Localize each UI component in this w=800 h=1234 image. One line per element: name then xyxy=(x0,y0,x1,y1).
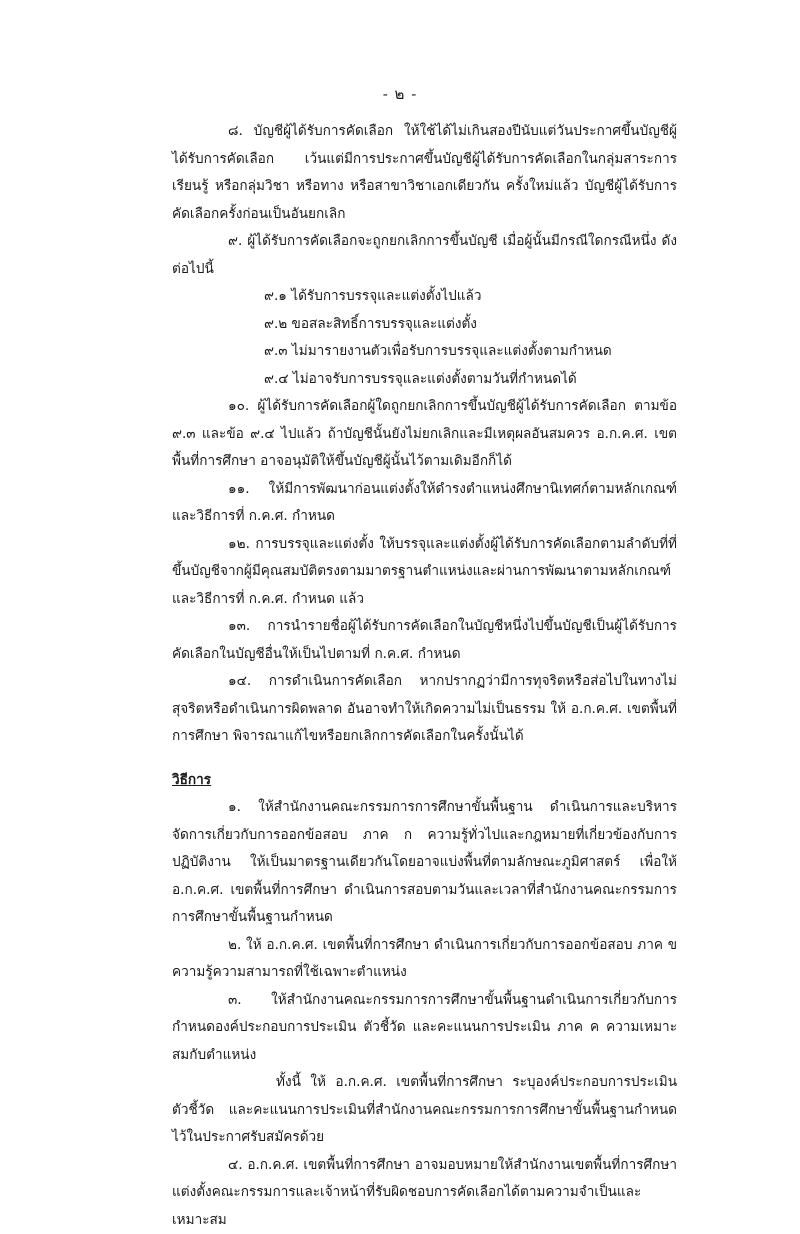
clause-9-3: ๙.๓ ไม่มารายงานตัวเพื่อรับการบรรจุและแต่งตั้งตามกำหนด xyxy=(172,338,677,366)
clause-14: ๑๔. การดำเนินการคัดเลือก หากปรากฏว่ามีการทุจริตหรือส่อไปในทางไม่สุจริตหรือดำเนินการผิดพลาด อันอาจทำให้เกิดความไม่เป็นธรรม ให้ อ.ก.ค.ศ. เขตพื้นที่การศึกษา พิจารณาแก้ไขหรือยกเลิกการคัดเลือกในครั้งนั้นได้ xyxy=(172,668,677,751)
clause-10: ๑๐. ผู้ได้รับการคัดเลือกผู้ใดถูกยกเลิกการขึ้นบัญชีผู้ได้รับการคัดเลือก ตามข้อ ๙.๓ และข้อ ๙.๔ ไปแล้ว ถ้าบัญชีนั้นยังไม่ยกเลิกและมีเหตุผลอันสมควร อ.ก.ค.ศ. เขตพื้นที่การศึกษา อาจอนุมัติให้ขึ้นบัญชีผู้นั้นไว้ตามเดิมอีกก็ได้ xyxy=(172,393,677,476)
clause-11: ๑๑. ให้มีการพัฒนาก่อนแต่งตั้งให้ดำรงตำแหน่งศึกษานิเทศก์ตามหลักเกณฑ์และวิธีการที่ ก.ค.ศ. กำหนด xyxy=(172,476,677,531)
document-body xyxy=(172,118,677,1234)
methods-heading: วิธีการ xyxy=(172,767,677,795)
method-4: ๔. อ.ก.ค.ศ. เขตพื้นที่การศึกษา อาจมอบหมายให้สำนักงานเขตพื้นที่การศึกษาแต่งตั้งคณะกรรมการและเจ้าหน้าที่รับผิดชอบการคัดเลือกได้ตามความจำเป็นและเหมาะสม xyxy=(172,1152,677,1234)
section-spacer xyxy=(172,751,677,767)
clause-9-2: ๙.๒ ขอสละสิทธิ์การบรรจุและแต่งตั้ง xyxy=(172,311,677,339)
clause-13: ๑๓. การนำรายชื่อผู้ได้รับการคัดเลือกในบัญชีหนึ่งไปขึ้นบัญชีเป็นผู้ได้รับการคัดเลือกในบัญชีอื่นให้เป็นไปตามที่ ก.ค.ศ. กำหนด xyxy=(172,613,677,668)
method-2: ๒. ให้ อ.ก.ค.ศ. เขตพื้นที่การศึกษา ดำเนินการเกี่ยวกับการออกข้อสอบ ภาค ข ความรู้ความสามารถที่ใช้เฉพาะตำแหน่ง xyxy=(172,932,677,987)
method-1: ๑. ให้สำนักงานคณะกรรมการการศึกษาขั้นพื้นฐาน ดำเนินการและบริหารจัดการเกี่ยวกับการออกข้อสอบ ภาค ก ความรู้ทั่วไปและกฎหมายที่เกี่ยวข้องกับการปฏิบัติงาน ให้เป็นมาตรฐานเดียวกันโดยอาจแบ่งพื้นที่ตามลักษณะภูมิศาสตร์ เพื่อให้ อ.ก.ค.ศ. เขตพื้นที่การศึกษา ดำเนินการสอบตามวันและเวลาที่สำนักงานคณะกรรมการการศึกษาขั้นพื้นฐานกำหนด xyxy=(172,794,677,932)
page-number: - ๒ - xyxy=(0,82,800,106)
method-3-note: ทั้งนี้ ให้ อ.ก.ค.ศ. เขตพื้นที่การศึกษา ระบุองค์ประกอบการประเมิน ตัวชี้วัด และคะแนนการประเมินที่สำนักงานคณะกรรมการการศึกษาขั้นพื้นฐานกำหนดไว้ในประกาศรับสมัครด้วย xyxy=(172,1069,677,1152)
clause-8: ๘. บัญชีผู้ได้รับการคัดเลือก ให้ใช้ได้ไม่เกินสองปีนับแต่วันประกาศขึ้นบัญชีผู้ได้รับการคัดเลือก เว้นแต่มีการประกาศขึ้นบัญชีผู้ได้รับการคัดเลือกในกลุ่มสาระการเรียนรู้ หรือกลุ่มวิชา หรือทาง หรือสาขาวิชาเอกเดียวกัน ครั้งใหม่แล้ว บัญชีผู้ได้รับการคัดเลือกครั้งก่อนเป็นอันยกเลิก xyxy=(172,118,677,228)
clause-9: ๙. ผู้ได้รับการคัดเลือกจะถูกยกเลิกการขึ้นบัญชี เมื่อผู้นั้นมีกรณีใดกรณีหนึ่ง ดังต่อไปนี้ xyxy=(172,228,677,283)
clause-12: ๑๒. การบรรจุและแต่งตั้ง ให้บรรจุและแต่งตั้งผู้ได้รับการคัดเลือกตามลำดับที่ที่ขึ้นบัญชีจากผู้มีคุณสมบัติตรงตามมาตรฐานตำแหน่งและผ่านการพัฒนาตามหลักเกณฑ์และวิธีการที่ ก.ค.ศ. กำหนด แล้ว xyxy=(172,531,677,614)
method-3: ๓. ให้สำนักงานคณะกรรมการการศึกษาขั้นพื้นฐานดำเนินการเกี่ยวกับการกำหนดองค์ประกอบการประเมิน ตัวชี้วัด และคะแนนการประเมิน ภาค ค ความเหมาะสมกับตำแหน่ง xyxy=(172,987,677,1070)
clause-9-1: ๙.๑ ได้รับการบรรจุและแต่งตั้งไปแล้ว xyxy=(172,283,677,311)
clause-9-4: ๙.๔ ไม่อาจรับการบรรจุและแต่งตั้งตามวันที่กำหนดได้ xyxy=(172,366,677,394)
